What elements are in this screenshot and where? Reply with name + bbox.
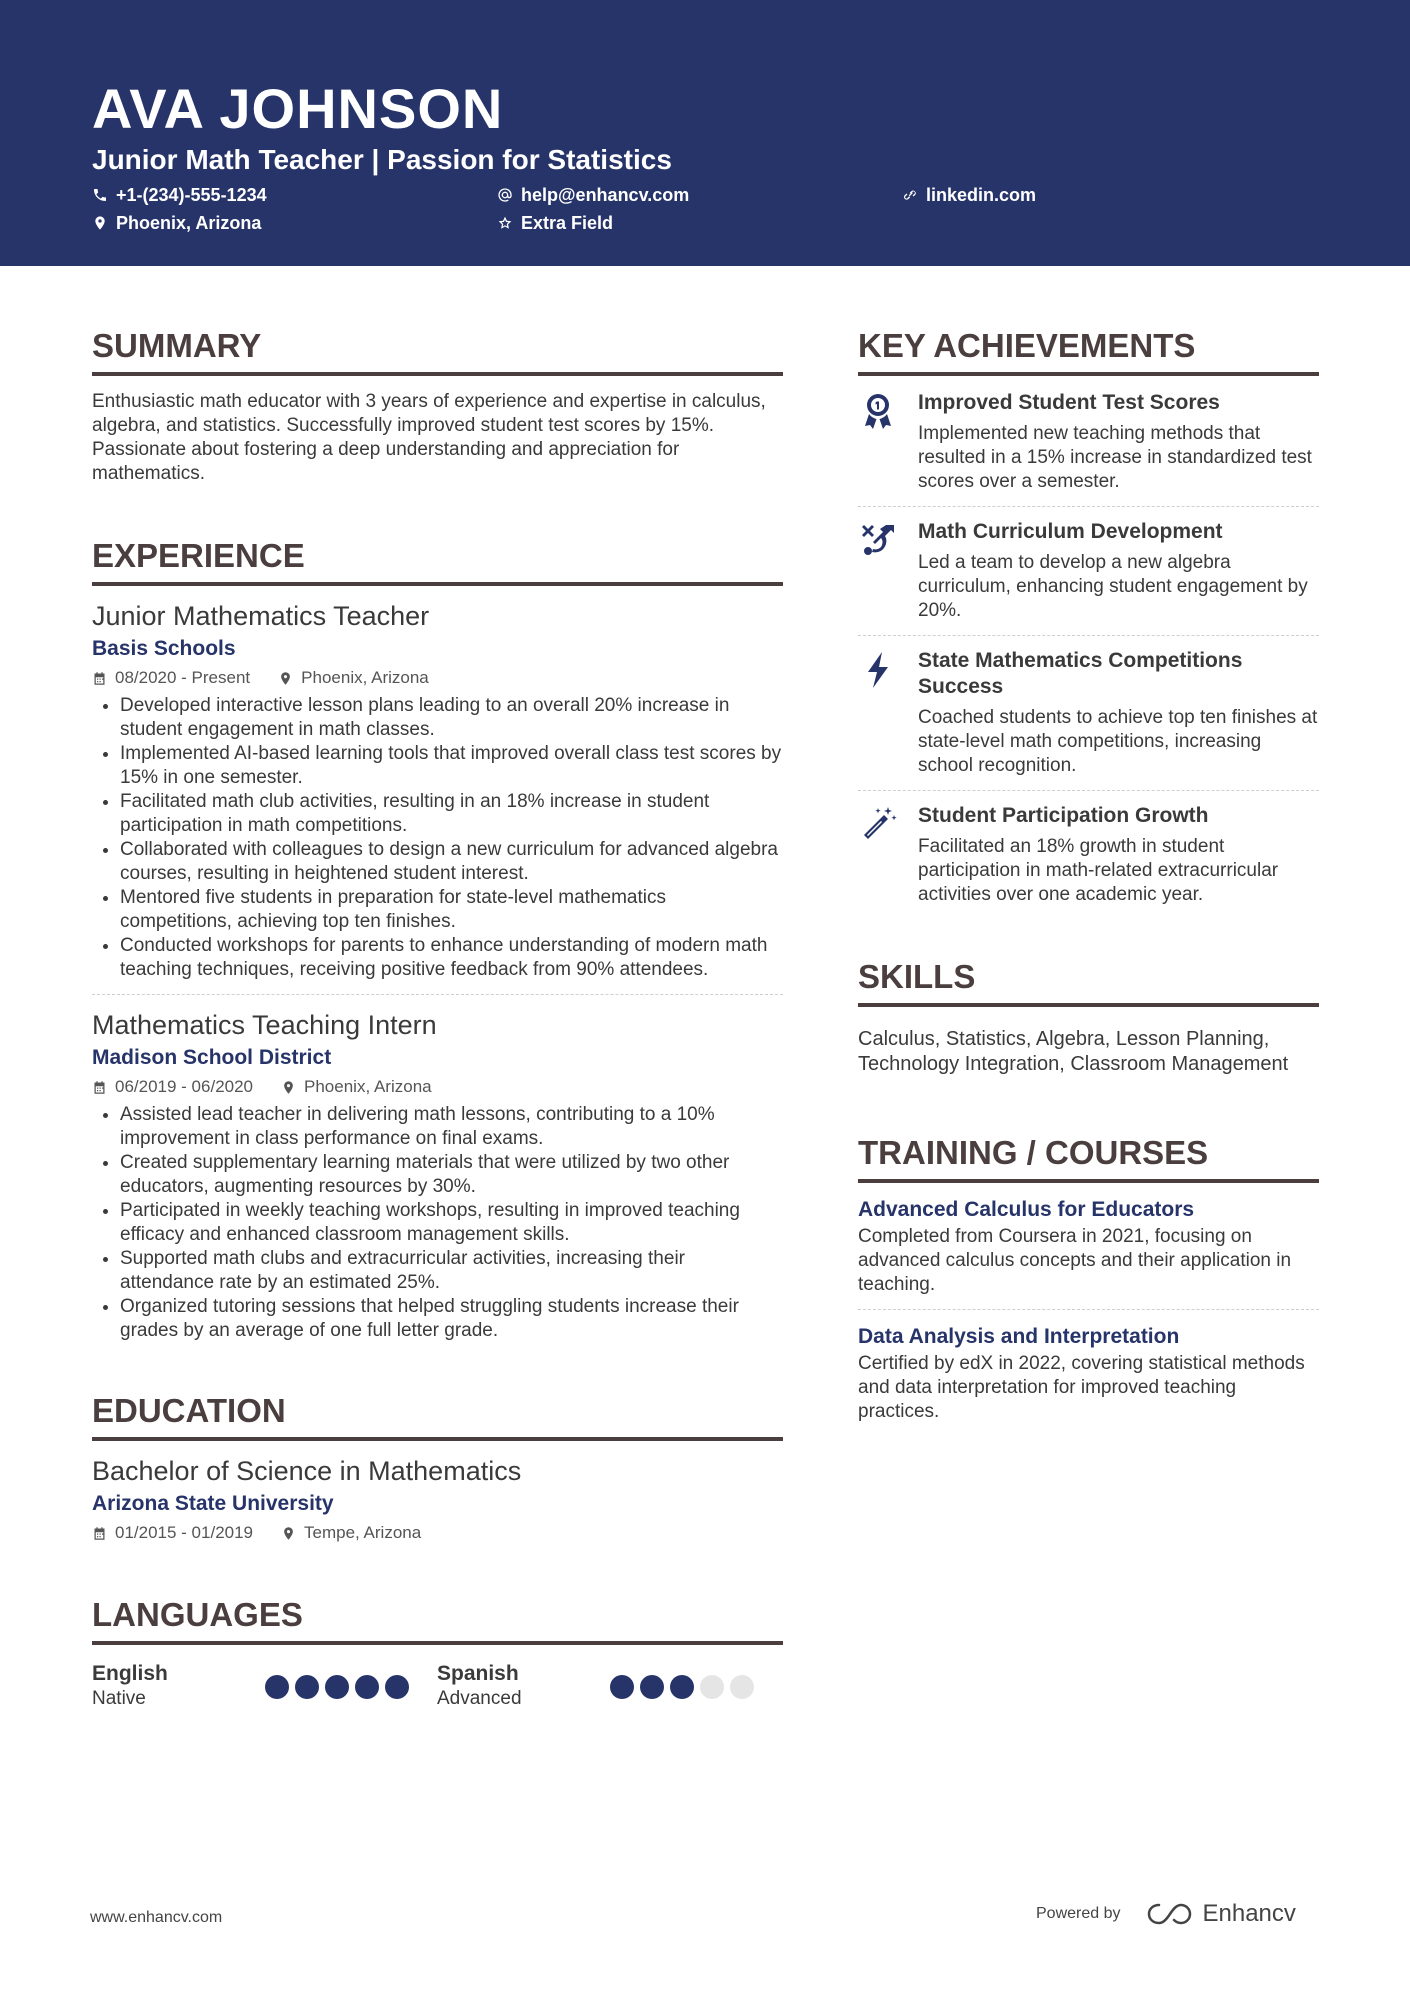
bullet-item: • Created supplementary learning materials that were utilized by two other educators, augmenting resources by 30%. <box>120 1151 783 1199</box>
rating-dot-filled <box>670 1675 694 1699</box>
job-dates: 08/2020 - Present <box>115 668 251 687</box>
education-location: Tempe, Arizona <box>304 1523 422 1542</box>
language-level: Native <box>92 1688 146 1709</box>
language-name: Spanish <box>437 1662 519 1685</box>
language-rating <box>265 1675 409 1699</box>
education-meta <box>92 1521 783 1545</box>
skills-section <box>858 951 1319 1077</box>
language-item <box>92 1661 437 1711</box>
entry-divider <box>858 790 1319 791</box>
candidate-title: Junior Math Teacher | Passion for Statistics <box>92 144 672 175</box>
skills-text: Calculus, Statistics, Algebra, Lesson Planning, Technology Integration, Classroom Management <box>858 1028 1289 1075</box>
achievement-title: Improved Student Test Scores <box>918 391 1220 414</box>
bullet-item: • Conducted workshops for parents to enhance understanding of modern math teaching techniques, receiving positive feedback from 90% attendees. <box>120 934 783 982</box>
contact-phone[interactable] <box>92 183 267 207</box>
entry-divider <box>858 635 1319 636</box>
contact-location <box>92 211 261 235</box>
school: Arizona State University <box>92 1492 334 1515</box>
brand-name: Enhancv <box>1202 1900 1296 1927</box>
achievement-item <box>858 803 1319 907</box>
course-description: Certified by edX in 2022, covering statistical methods and data interpretation for improved teaching practices. <box>858 1353 1305 1422</box>
achievement-description: Coached students to achieve top ten finishes at state-level math competitions, increasing school recognition. <box>918 707 1318 776</box>
education-section <box>92 1385 783 1545</box>
job-role: Junior Mathematics Teacher <box>92 601 430 631</box>
calendar-icon <box>92 1526 107 1541</box>
rating-dot-filled <box>610 1675 634 1699</box>
education-heading: EDUCATION <box>92 1385 783 1441</box>
map-pin-icon <box>92 215 108 231</box>
language-rating <box>610 1675 754 1699</box>
achievement-description: Led a team to develop a new algebra curriculum, enhancing student engagement by 20%. <box>918 552 1308 621</box>
left-column <box>92 320 783 1711</box>
calendar-icon <box>92 671 107 686</box>
contact-extra <box>497 211 613 235</box>
entry-divider <box>858 1309 1319 1310</box>
education-dates: 01/2015 - 01/2019 <box>115 1523 254 1542</box>
summary-text: Enthusiastic math educator with 3 years of experience and expertise in calculus, algebra, and statistics. Successfully improved student test scores by 15%. Passionate about fostering a deep understanding and appreciation for mathematics. <box>92 391 766 484</box>
languages-heading: LANGUAGES <box>92 1589 783 1645</box>
job-company: Basis Schools <box>92 637 236 660</box>
achievement-title: State Mathematics Competitions Success <box>918 649 1243 698</box>
bullet-item: • Implemented AI-based learning tools that improved overall class test scores by 15% in one semester. <box>120 742 783 790</box>
bullet-item: • Mentored five students in preparation for state-level mathematics competitions, achieving top ten finishes. <box>120 886 783 934</box>
experience-entry <box>92 598 783 982</box>
achievement-item <box>858 648 1319 778</box>
job-role: Mathematics Teaching Intern <box>92 1010 437 1040</box>
email-text: help@enhancv.com <box>521 185 690 205</box>
location-text: Phoenix, Arizona <box>116 213 262 233</box>
calendar-icon <box>92 1080 107 1095</box>
language-name: English <box>92 1662 168 1685</box>
bullet-item: • Developed interactive lesson plans leading to an overall 20% increase in student engagement in math classes. <box>120 694 783 742</box>
job-meta <box>92 1075 783 1099</box>
rating-dot-filled <box>640 1675 664 1699</box>
resume-header <box>0 0 1410 266</box>
extra-text: Extra Field <box>521 213 614 233</box>
summary-heading: SUMMARY <box>92 320 783 376</box>
magic-wand-icon <box>858 805 902 849</box>
award-ribbon-icon <box>858 392 902 436</box>
experience-entry <box>92 1007 783 1343</box>
map-pin-icon <box>278 671 293 686</box>
footer-website[interactable]: www.enhancv.com <box>90 1909 223 1926</box>
course-title: Data Analysis and Interpretation <box>858 1325 1180 1348</box>
rating-dot-filled <box>385 1675 409 1699</box>
achievement-title: Student Participation Growth <box>918 804 1209 827</box>
experience-heading: EXPERIENCE <box>92 530 783 586</box>
achievement-title: Math Curriculum Development <box>918 520 1223 543</box>
job-location: Phoenix, Arizona <box>301 668 429 687</box>
achievements-section <box>858 320 1319 907</box>
entry-divider <box>858 506 1319 507</box>
experience-section <box>92 530 783 1343</box>
star-outline-icon <box>497 215 513 231</box>
achievement-description: Facilitated an 18% growth in student participation in math-related extracurricular activities over one academic year. <box>918 836 1279 905</box>
language-item <box>437 1661 783 1711</box>
skills-heading: SKILLS <box>858 951 1319 1007</box>
languages-section <box>92 1589 783 1711</box>
bullet-item: • Organized tutoring sessions that helped struggling students increase their grades by an average of one full letter grade. <box>120 1295 783 1343</box>
phone-text: +1-(234)-555-1234 <box>116 185 267 205</box>
achievement-description: Implemented new teaching methods that resulted in a 15% increase in standardized test scores over a semester. <box>918 423 1312 492</box>
lightning-icon <box>858 650 902 694</box>
enhancv-logo[interactable] <box>1147 1900 1296 1928</box>
job-location: Phoenix, Arizona <box>304 1077 432 1096</box>
training-heading: TRAINING / COURSES <box>858 1127 1319 1183</box>
bullet-item: • Facilitated math club activities, resulting in an 18% increase in student participation in math competitions. <box>120 790 783 838</box>
entry-divider <box>92 994 783 995</box>
rating-dot-filled <box>295 1675 319 1699</box>
strategy-icon <box>858 521 902 565</box>
rating-dot-empty <box>700 1675 724 1699</box>
at-sign-icon <box>497 187 513 203</box>
bullet-item: • Participated in weekly teaching workshops, resulting in improved teaching efficacy and enhanced classroom management skills. <box>120 1199 783 1247</box>
course-item <box>858 1195 1319 1297</box>
right-column <box>858 320 1319 1424</box>
link-icon <box>902 187 918 203</box>
bullet-item: • Collaborated with colleagues to design a new curriculum for advanced algebra courses, resulting in heightened student interest. <box>120 838 783 886</box>
map-pin-icon <box>281 1526 296 1541</box>
achievement-item <box>858 519 1319 623</box>
course-item <box>858 1322 1319 1424</box>
rating-dot-filled <box>265 1675 289 1699</box>
contact-email[interactable] <box>497 183 689 207</box>
map-pin-icon <box>281 1080 296 1095</box>
languages-list <box>92 1661 783 1711</box>
bullet-item: • Supported math clubs and extracurricular activities, increasing their attendance rate by an estimated 25%. <box>120 1247 783 1295</box>
job-bullets <box>92 694 783 982</box>
candidate-name: AVA JOHNSON <box>92 77 504 140</box>
course-title: Advanced Calculus for Educators <box>858 1198 1195 1221</box>
job-company: Madison School District <box>92 1046 332 1069</box>
summary-section <box>92 320 783 486</box>
job-bullets <box>92 1103 783 1343</box>
degree: Bachelor of Science in Mathematics <box>92 1456 522 1486</box>
job-dates: 06/2019 - 06/2020 <box>115 1077 254 1096</box>
language-level: Advanced <box>437 1688 522 1709</box>
training-section <box>858 1127 1319 1424</box>
rating-dot-filled <box>325 1675 349 1699</box>
bullet-item: • Assisted lead teacher in delivering math lessons, contributing to a 10% improvement in class performance on final exams. <box>120 1103 783 1151</box>
linkedin-text: linkedin.com <box>926 185 1037 205</box>
powered-by-text: Powered by <box>1036 1905 1121 1922</box>
job-meta <box>92 666 783 690</box>
achievement-item <box>858 390 1319 494</box>
enhancv-logo-icon <box>1147 1901 1193 1927</box>
education-entry <box>92 1453 783 1545</box>
rating-dot-empty <box>730 1675 754 1699</box>
phone-icon <box>92 187 108 203</box>
course-description: Completed from Coursera in 2021, focusing on advanced calculus concepts and their application in teaching. <box>858 1226 1292 1295</box>
rating-dot-filled <box>355 1675 379 1699</box>
contact-linkedin[interactable] <box>902 183 1036 207</box>
achievements-heading: KEY ACHIEVEMENTS <box>858 320 1319 376</box>
footer-branding <box>1036 1900 1296 1928</box>
